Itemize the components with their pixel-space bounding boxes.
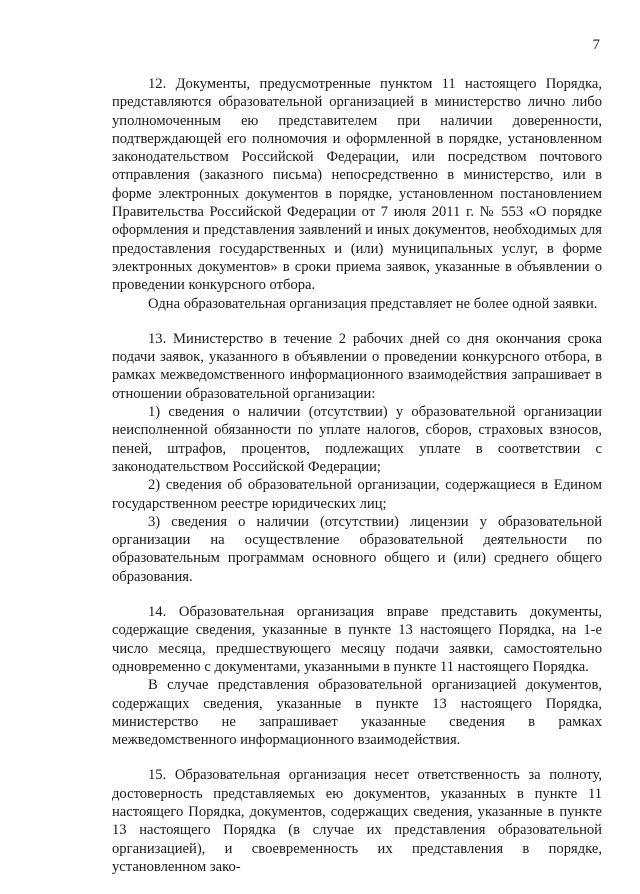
paragraph: 14. Образовательная организация вправе представить документы, содержащие сведения, указанные в пункте 13 настоящего Порядка, на 1-е число месяца, предшествующего месяцу подачи заявки, самостоятельно одновременно с документами, указанными в пункте 11 настоящего Порядка. bbox=[112, 604, 602, 675]
paragraph: 15. Образовательная организация несет ответственность за полноту, достоверность представляемых ею документов, указанных в пункте 11 настоящего Порядка, документов, содержащих сведения, указанные в пункте 13 настоящего Порядка (в случае их представления образовательной организацией), и своевременность их представления в порядке, установленном зако- bbox=[112, 767, 602, 875]
paragraph: 2) сведения об образовательной организации, содержащиеся в Едином государственном реестре юридических лиц; bbox=[112, 477, 602, 512]
page-number: 7 bbox=[592, 37, 600, 53]
paragraph-gap bbox=[112, 586, 602, 603]
document-body bbox=[112, 75, 602, 876]
paragraph: Одна образовательная организация представляет не более одной заявки. bbox=[148, 295, 598, 312]
paragraph: В случае представления образовательной организацией документов, содержащих сведения, указанные в пункте 13 настоящего Порядка, министерство не запрашивает указанные сведения в рамках межведомственного информационного взаимодействия. bbox=[112, 677, 602, 749]
paragraph: 12. Документы, предусмотренные пунктом 11 настоящего Порядка, представляются образовательной организацией в министерство лично либо уполномоченным ею представителем при наличии доверенности, подтверждающей его полномочия и оформленной в порядке, установленном законодательством Российской Федерации, или посредством почтового отправления (заказного письма) непосредственно в министерство, или в форме электронных документов в порядке, установленном постановлением Правительства Российской Федерации от 7 июля 2011 г. № 553 «О порядке оформления и представления заявлений и иных документов, необходимых для предоставления государственных и (или) муниципальных услуг, в форме электронных документов» в сроки приема заявок, указанные в объявлении о проведении конкурсного отбора. bbox=[112, 76, 602, 294]
paragraph: 3) сведения о наличии (отсутствии) лицензии у образовательной организации на осуществление образовательной деятельности по образовательным программам основного общего и (или) среднего общего образования. bbox=[112, 513, 602, 585]
paragraph: 13. Министерство в течение 2 рабочих дней со дня окончания срока подачи заявок, указанного в объявлении о проведении конкурсного отбора, в рамках межведомственного информационного взаимодействия запрашивает в отношении образовательной организации: bbox=[112, 330, 602, 402]
paragraph-gap bbox=[112, 749, 602, 766]
paragraph: 1) сведения о наличии (отсутствии) у образовательной организации неисполненной обязанности по уплате налогов, сборов, страховых взносов, пеней, штрафов, процентов, подлежащих уплате в соответствии с законодательством Российской Федерации; bbox=[112, 404, 602, 475]
paragraph-gap bbox=[112, 313, 602, 330]
